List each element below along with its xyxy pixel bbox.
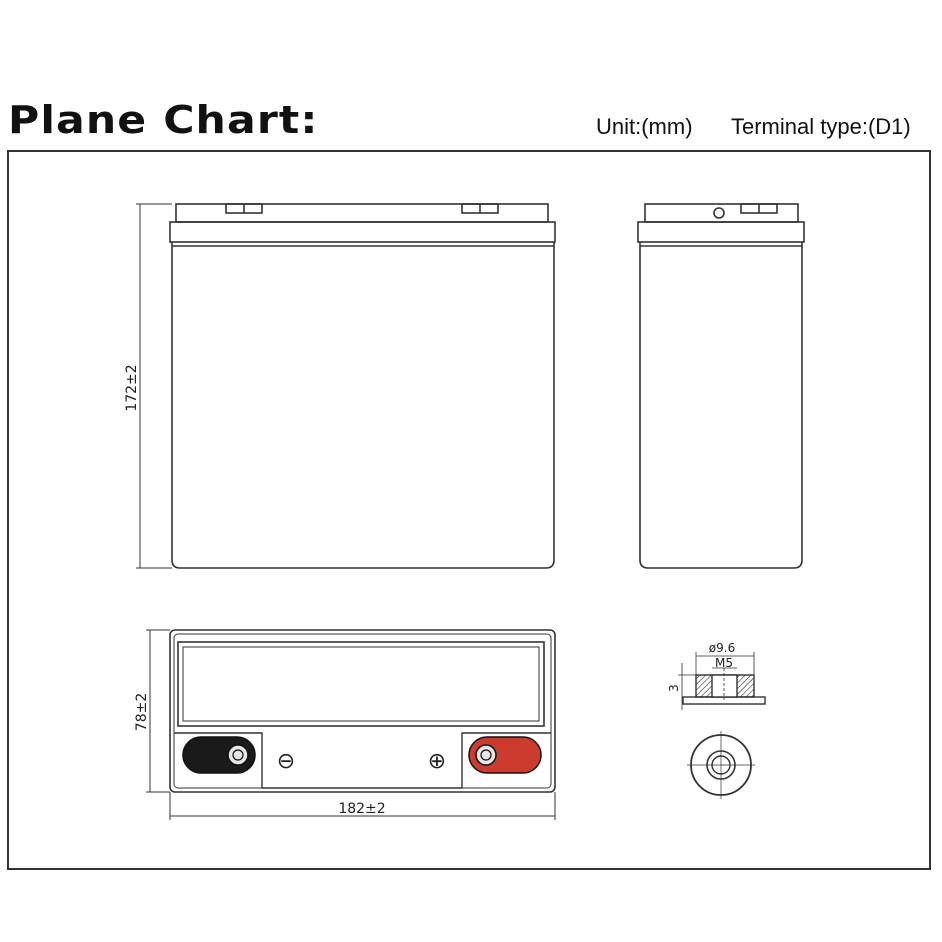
front-lid-band — [170, 222, 555, 242]
terminal-top-view — [687, 731, 755, 799]
negative-symbol: ⊖ — [276, 749, 296, 774]
side-view — [638, 204, 804, 568]
side-vent-hole — [714, 208, 724, 218]
side-body — [640, 242, 802, 568]
side-lid-band — [638, 222, 804, 242]
width-dimension-label: 78±2 — [134, 692, 150, 732]
unit-label: Unit:(mm) — [596, 114, 693, 139]
page-title: Plane Chart: — [8, 98, 319, 142]
diameter-label: ø9.6 — [708, 641, 736, 655]
thread-label: M5 — [715, 656, 733, 670]
length-dimension-label: 182±2 — [338, 801, 386, 817]
positive-terminal — [469, 737, 541, 773]
front-body — [172, 242, 554, 568]
depth-label: 3 — [667, 684, 681, 692]
negative-terminal — [183, 737, 255, 773]
front-view — [136, 204, 555, 568]
top-label-area — [178, 642, 544, 726]
terminal-type-label: Terminal type:(D1) — [731, 114, 911, 139]
height-dimension-label: 172±2 — [124, 364, 140, 412]
positive-symbol: ⊕ — [427, 749, 447, 774]
top-view — [146, 630, 555, 820]
